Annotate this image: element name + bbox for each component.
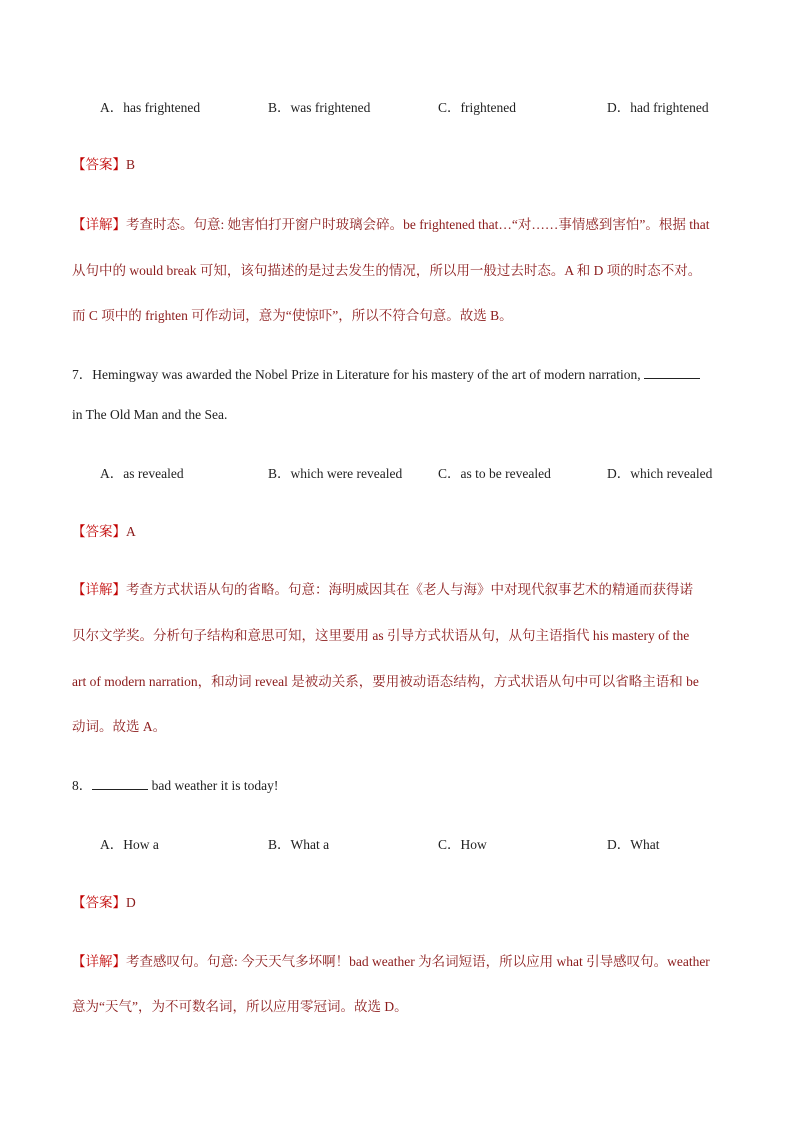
q8-detail-line-1: 【详解】考查感叹句。句意: 今天天气多坏啊！bad weather 为名词短语，所以应用 what 引导感叹句。weather: [72, 954, 710, 969]
q7-detail-line-2: 贝尔文学奖。分析句子结构和意思可知，这里要用 as 引导方式状语从句，从句主语指代 his mastery of the: [72, 628, 690, 643]
q7-option-d: D．which revealed: [607, 466, 713, 481]
answer-value: B: [126, 157, 136, 172]
q6-detail-line-1: 【详解】考查时态。句意: 她害怕打开窗户时玻璃会碎。be frightened that…“对……事情感到害怕”。根据 that: [72, 217, 710, 232]
q7-option-b: B．which were revealed: [268, 466, 403, 481]
answer-tag: 【答案】: [72, 157, 126, 172]
q8-option-d: D．What: [607, 837, 660, 852]
q7-answer: [72, 520, 136, 540]
q6-answer: [72, 153, 135, 173]
q8-stem: 8． bad weather it is today!: [72, 778, 279, 793]
answer-blank: [92, 777, 148, 790]
detail-tag: 【详解】: [72, 954, 126, 969]
detail-tag: 【详解】: [72, 217, 126, 232]
q8-option-c: C．How: [438, 837, 487, 852]
answer-tag: 【答案】: [72, 895, 126, 910]
q8-option-a: A．How a: [100, 837, 159, 852]
q6-option-d: D．had frightened: [607, 100, 709, 115]
q6-option-b: B．was frightened: [268, 100, 371, 115]
q7-option-c: C．as to be revealed: [438, 466, 551, 481]
q7-detail-line-1: 【详解】考查方式状语从句的省略。句意：海明威因其在《老人与海》中对现代叙事艺术的精通而获得诺: [72, 582, 693, 597]
answer-tag: 【答案】: [72, 524, 126, 539]
q8-answer: [72, 891, 136, 911]
q7-options: [0, 462, 794, 482]
q7-option-a: A．as revealed: [100, 466, 184, 481]
q6-options: [0, 96, 794, 116]
q8-detail-line-2: 意为“天气”，为不可数名词，所以应用零冠词。故选 D。: [72, 999, 408, 1014]
q8-option-b: B．What a: [268, 837, 330, 852]
detail-tag: 【详解】: [72, 582, 126, 597]
answer-blank: [644, 366, 700, 379]
q6-detail-line-3: 而 C 项中的 frighten 可作动词，意为“使惊吓”，所以不符合句意。故选 B。: [72, 308, 513, 323]
q6-option-c: C．frightened: [438, 100, 516, 115]
q6-option-a: A．has frightened: [100, 100, 201, 115]
q7-stem-line-2: in The Old Man and the Sea.: [72, 407, 228, 422]
answer-value: D: [126, 895, 136, 910]
answer-value: A: [126, 524, 136, 539]
q6-detail-line-2: 从句中的 would break 可知，该句描述的是过去发生的情况，所以用一般过去时态。A 和 D 项的时态不对。: [72, 263, 702, 278]
q7-detail-line-4: 动词。故选 A。: [72, 719, 167, 734]
q7-detail-line-3: art of modern narration，和动词 reveal 是被动关系，要用被动语态结构，方式状语从句中可以省略主语和 be: [72, 674, 699, 689]
q7-stem-line-1: 7．Hemingway was awarded the Nobel Prize in Literature for his mastery of the art of modern narration,: [72, 363, 700, 383]
q8-options: [0, 833, 794, 853]
